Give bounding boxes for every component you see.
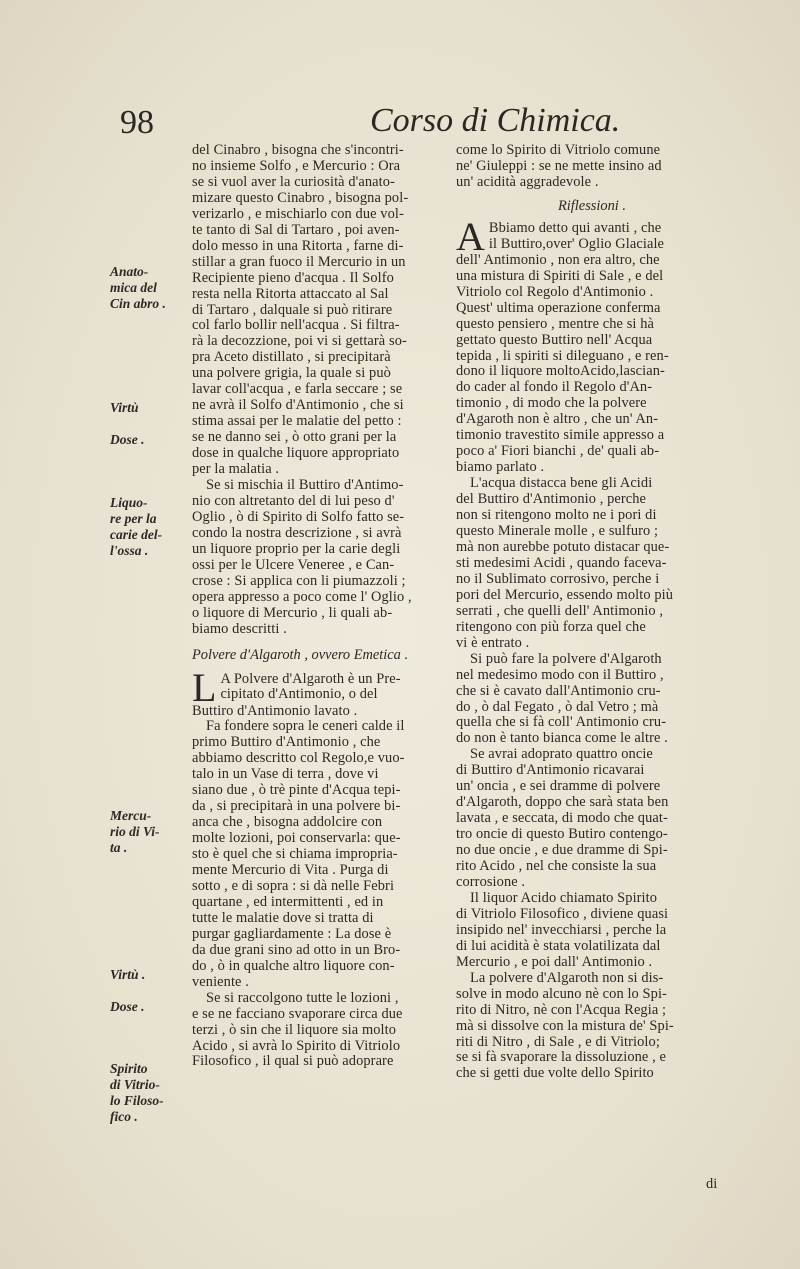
text-line: Se avrai adoprato quattro oncie (470, 746, 653, 763)
text-line: rito Acido , nel che consiste la sua (456, 858, 657, 875)
text-line: talo in un Vase di terra , dove vi (192, 766, 379, 783)
text-line: ne' Giuleppi : se ne mette insino ad (456, 157, 662, 174)
dropcap-lines (456, 213, 728, 259)
margin-note: mica del (110, 280, 157, 296)
text-line: serrati , che quelli dell' Antimonio , (456, 602, 664, 619)
text-line: sto è quel che si chiama impropria- (192, 846, 398, 863)
text-line: L'acqua distacca bene gli Acidi (470, 475, 653, 492)
text-line: pra Aceto distillato , si precipitarà (192, 349, 391, 366)
text-line: abbiamo descritto col Regolo,e vuo- (192, 750, 405, 767)
paragraph (456, 747, 728, 891)
paragraph (192, 478, 462, 638)
paragraph (456, 143, 728, 191)
paragraph (456, 476, 728, 651)
text-line: dell' Antimonio , non era altro, che (456, 251, 660, 268)
text-line: biamo descritti . (192, 620, 287, 637)
text-line: Bbiamo detto qui avanti , che (488, 219, 662, 236)
catchword: di (706, 1176, 718, 1192)
drop-cap: A (456, 213, 485, 259)
margin-note: carie del- (110, 527, 163, 543)
text-line: do , ò dal Fegato , ò dal Vetro ; mà (456, 698, 659, 715)
margin-note: l'ossa . (110, 543, 149, 559)
text-line: stima assai per le malatie del petto : (192, 413, 402, 430)
margin-note: Virtù (110, 399, 139, 415)
paragraph (192, 719, 462, 990)
text-line: mà non aurebbe potuto distacar que- (456, 538, 670, 555)
text-line: no due oncie , e due dramme di Spi- (456, 842, 668, 859)
text-line: Filosofico , il qual si può adoprare (192, 1053, 394, 1070)
text-line: veniente . (192, 973, 249, 990)
text-line: La polvere d'Algaroth non si dis- (470, 969, 664, 986)
text-line: ritengono con più forza quel che (456, 618, 646, 635)
text-line: tro oncie di questo Butiro contengo- (456, 826, 668, 843)
text-line: una mistura di Spiriti di Sale , e del (456, 267, 664, 284)
text-line: quartane , ed intermittenti , ed in (192, 893, 384, 910)
text-line: timonio , di modo che la polvere (456, 395, 647, 412)
margin-note: Liquo- (110, 495, 148, 511)
text-line: Se si mischia il Buttiro d'Antimo- (206, 477, 404, 494)
paragraph (456, 891, 728, 971)
margin-note: Dose . (110, 431, 145, 447)
text-line: nio con altretanto del di lui peso d' (192, 492, 395, 509)
text-line: vi è entrato . (456, 634, 530, 651)
text-line: dolo messo in una Ritorta , farne di- (192, 237, 404, 254)
text-line: di Buttiro d'Antimonio ricavarai (456, 762, 645, 779)
text-line: terzi , ò sin che il liquore sia molto (192, 1021, 397, 1038)
text-line: condo la nostra descrizione , si avrà (192, 524, 402, 541)
text-line: e se ne facciano svaporare circa due (192, 1005, 403, 1022)
running-title: Corso di Chimica. (370, 102, 621, 139)
margin-note: Spirito (110, 1061, 148, 1077)
text-line: lavar coll'acqua , e farla seccare ; se (192, 381, 403, 398)
text-line: ossi per le Ulcere Veneree , e Can- (192, 556, 395, 573)
margin-note: fico . (110, 1109, 138, 1125)
text-line: nel medesimo modo con il Buttiro , (456, 666, 664, 683)
text-line: da , si precipitarà in una polvere bi- (192, 798, 401, 815)
text-line: Se si raccolgono tutte le lozioni , (206, 989, 399, 1006)
margin-note: re per la (110, 511, 157, 527)
text-line: timonio travestito simile appresso a (456, 427, 665, 444)
text-line: do non è tanto bianca come le altre . (456, 730, 668, 747)
margin-note: ta . (110, 839, 128, 855)
text-line: cipitato d'Antimonio, o del (220, 686, 378, 703)
text-line: del Buttiro d'Antimonio , perche (456, 491, 647, 508)
text-line: resta nella Ritorta attaccato al Sal (192, 285, 389, 302)
text-line: mente Mercurio di Vita . Purga di (192, 862, 389, 879)
text-line: Quest' ultima operazione conferma (456, 299, 661, 316)
text-line: insipido nel' invecchiarsi , perche la (456, 921, 667, 938)
text-line: di lui acidità è stata volatilizata dal (456, 937, 661, 954)
right-column (456, 143, 728, 1082)
paragraph (192, 991, 462, 1071)
text-line: corrosione . (456, 873, 526, 890)
text-line: anca che , bisogna addolcire con (192, 814, 383, 831)
text-line: che si getti due volte dello Spirito (456, 1065, 654, 1082)
margin-note: Virtù . (110, 967, 146, 983)
dropcap-paragraph (456, 213, 728, 259)
text-line: Acido , si avrà lo Spirito di Vitriolo (192, 1037, 401, 1054)
text-line: do , ò in qualche altro liquore con- (192, 957, 395, 974)
dropcap-lines (192, 664, 462, 710)
text-line: stillar a gran fuoco il Mercurio in un (192, 253, 406, 270)
text-line: dose in qualche liquore appropriato (192, 445, 400, 462)
text-line: se si fà svaporare la dissoluzione , e (456, 1049, 666, 1066)
text-line: molte lozioni, poi conservarla: que- (192, 830, 401, 847)
text-line: verizarlo , e mischiarlo con due vol- (192, 205, 404, 222)
text-line: d'Agaroth non è altro , che un' An- (456, 411, 659, 428)
text-line: Il liquor Acido chiamato Spirito (470, 889, 658, 906)
text-line: come lo Spirito di Vitriolo comune (456, 142, 661, 158)
text-line: biamo parlato . (456, 459, 545, 476)
text-line: Buttiro d'Antimonio lavato . (192, 702, 358, 719)
paragraph (456, 652, 728, 748)
section-heading: Polvere d'Algaroth , ovvero Emetica . (192, 646, 409, 663)
paragraph (456, 253, 728, 476)
text-line: te tanto di Sal di Tartaro , poi aven- (192, 221, 400, 238)
text-line: poco a' Fiori bianchi , de' quali ab- (456, 443, 660, 460)
margin-note: Anato- (110, 264, 149, 280)
text-line: sotto , e di sopra : si dà nelle Febri (192, 877, 395, 894)
margin-note: rio di Vi- (110, 823, 160, 839)
paragraph (192, 704, 462, 720)
text-line: solve in modo alcuno nè con lo Spi- (456, 985, 667, 1002)
text-line: purgar gagliardamente : La dose è (192, 925, 392, 942)
text-line: riti di Nitro , di Sale , e di Vitriolo; (456, 1033, 660, 1050)
text-line: do cader al fondo il Regolo d'An- (456, 379, 653, 396)
paragraph (192, 143, 462, 478)
text-line: sti medesimi Acidi , quando faceva- (456, 554, 667, 571)
section-heading: Riflessioni . (558, 197, 626, 214)
text-line: mà si dissolve con la mistura de' Spi- (456, 1017, 674, 1034)
text-line: dono il liquore moltoAcido,lascian- (456, 363, 665, 380)
margin-note: Mercu- (110, 807, 152, 823)
text-line: Mercurio , e poi dall' Antimonio . (456, 953, 653, 970)
text-line: Oglio , ò di Spirito di Solfo fatto se- (192, 508, 405, 525)
text-line: ne avrà il Solfo d'Antimonio , che si (192, 397, 404, 414)
text-line: d'Algaroth, doppo che sarà stata ben (456, 794, 669, 811)
drop-cap: L (192, 664, 217, 710)
margin-note: di Vitrio- (110, 1077, 160, 1093)
text-line: questo Minerale molle , e sulfuro ; (456, 523, 659, 540)
text-line: rà la decozzione, poi vi si gettarà so- (192, 333, 407, 350)
text-line: Si può fare la polvere d'Algaroth (470, 650, 662, 667)
text-line: primo Buttiro d'Antimonio , che (192, 734, 381, 751)
margin-note: Dose . (110, 999, 145, 1015)
text-line: un' oncia , e sei dramme di polvere (456, 778, 661, 795)
text-line: del Cinabro , bisogna che s'incontri- (192, 142, 404, 158)
text-line: lavata , e seccata, di modo che quat- (456, 810, 668, 827)
text-line: A Polvere d'Algaroth è un Pre- (220, 670, 401, 687)
text-line: se si vuol aver la curiosità d'anato- (192, 173, 395, 190)
text-line: il Buttiro,over' Oglio Glaciale (488, 235, 665, 252)
page-number: 98 (120, 104, 154, 141)
text-line: tepida , li spiriti si dileguano , e ren- (456, 347, 669, 364)
text-line: opera appresso a poco come l' Oglio , (192, 588, 412, 605)
text-line: tutte le malatie dove si tratta di (192, 909, 374, 926)
text-line: siano due , ò trè pinte d'Acqua tepi- (192, 782, 401, 799)
text-line: o liquore di Mercurio , li quali ab- (192, 604, 393, 621)
text-line: mizare questo Cinabro , bisogna pol- (192, 189, 409, 206)
text-line: col farlo bollir nell'acqua . Si filtra- (192, 317, 400, 334)
text-line: quella che si fà coll' Antimonio cru- (456, 714, 667, 731)
margin-note: Cin abro . (110, 296, 166, 312)
page-header (120, 100, 720, 144)
text-line: se ne danno sei , ò otto grani per la (192, 429, 397, 446)
text-line: per la malatia . (192, 461, 280, 478)
text-line: non si ritengono molto ne i pori di (456, 507, 657, 524)
text-line: un liquore proprio per la carie degli (192, 540, 401, 557)
text-line: Fa fondere sopra le ceneri calde il (206, 718, 405, 735)
dropcap-paragraph (192, 664, 462, 710)
text-line: una polvere grigia, la quale si può (192, 365, 391, 382)
text-line: gettato questo Buttiro nell' Acqua (456, 331, 653, 348)
text-line: Vitriolo col Regolo d'Antimonio . (456, 283, 654, 300)
text-line: che si è cavato dall'Antimonio cru- (456, 682, 661, 699)
text-line: un' acidità aggradevole . (456, 173, 599, 190)
text-line: rito di Nitro, nè con l'Acqua Regia ; (456, 1001, 667, 1018)
text-line: di Vitriolo Filosofico , diviene quasi (456, 905, 669, 922)
left-column (192, 143, 462, 1070)
text-line: crose : Si applica con li piumazzoli ; (192, 572, 406, 589)
text-line: Recipiente pieno d'acqua . Il Solfo (192, 269, 394, 286)
paragraph (456, 971, 728, 1083)
text-line: di Tartaro , dalquale si può ritirare (192, 301, 393, 318)
text-line: no insieme Solfo , e Mercurio : Ora (192, 157, 401, 174)
text-line: questo pensiero , mentre che si hà (456, 315, 655, 332)
margin-note: lo Filoso- (110, 1093, 164, 1109)
text-line: no il Sublimato corrosivo, perche i (456, 570, 660, 587)
text-line: pori del Mercurio, essendo molto più (456, 586, 674, 603)
text-line: da due grani sino ad otto in un Bro- (192, 941, 401, 958)
